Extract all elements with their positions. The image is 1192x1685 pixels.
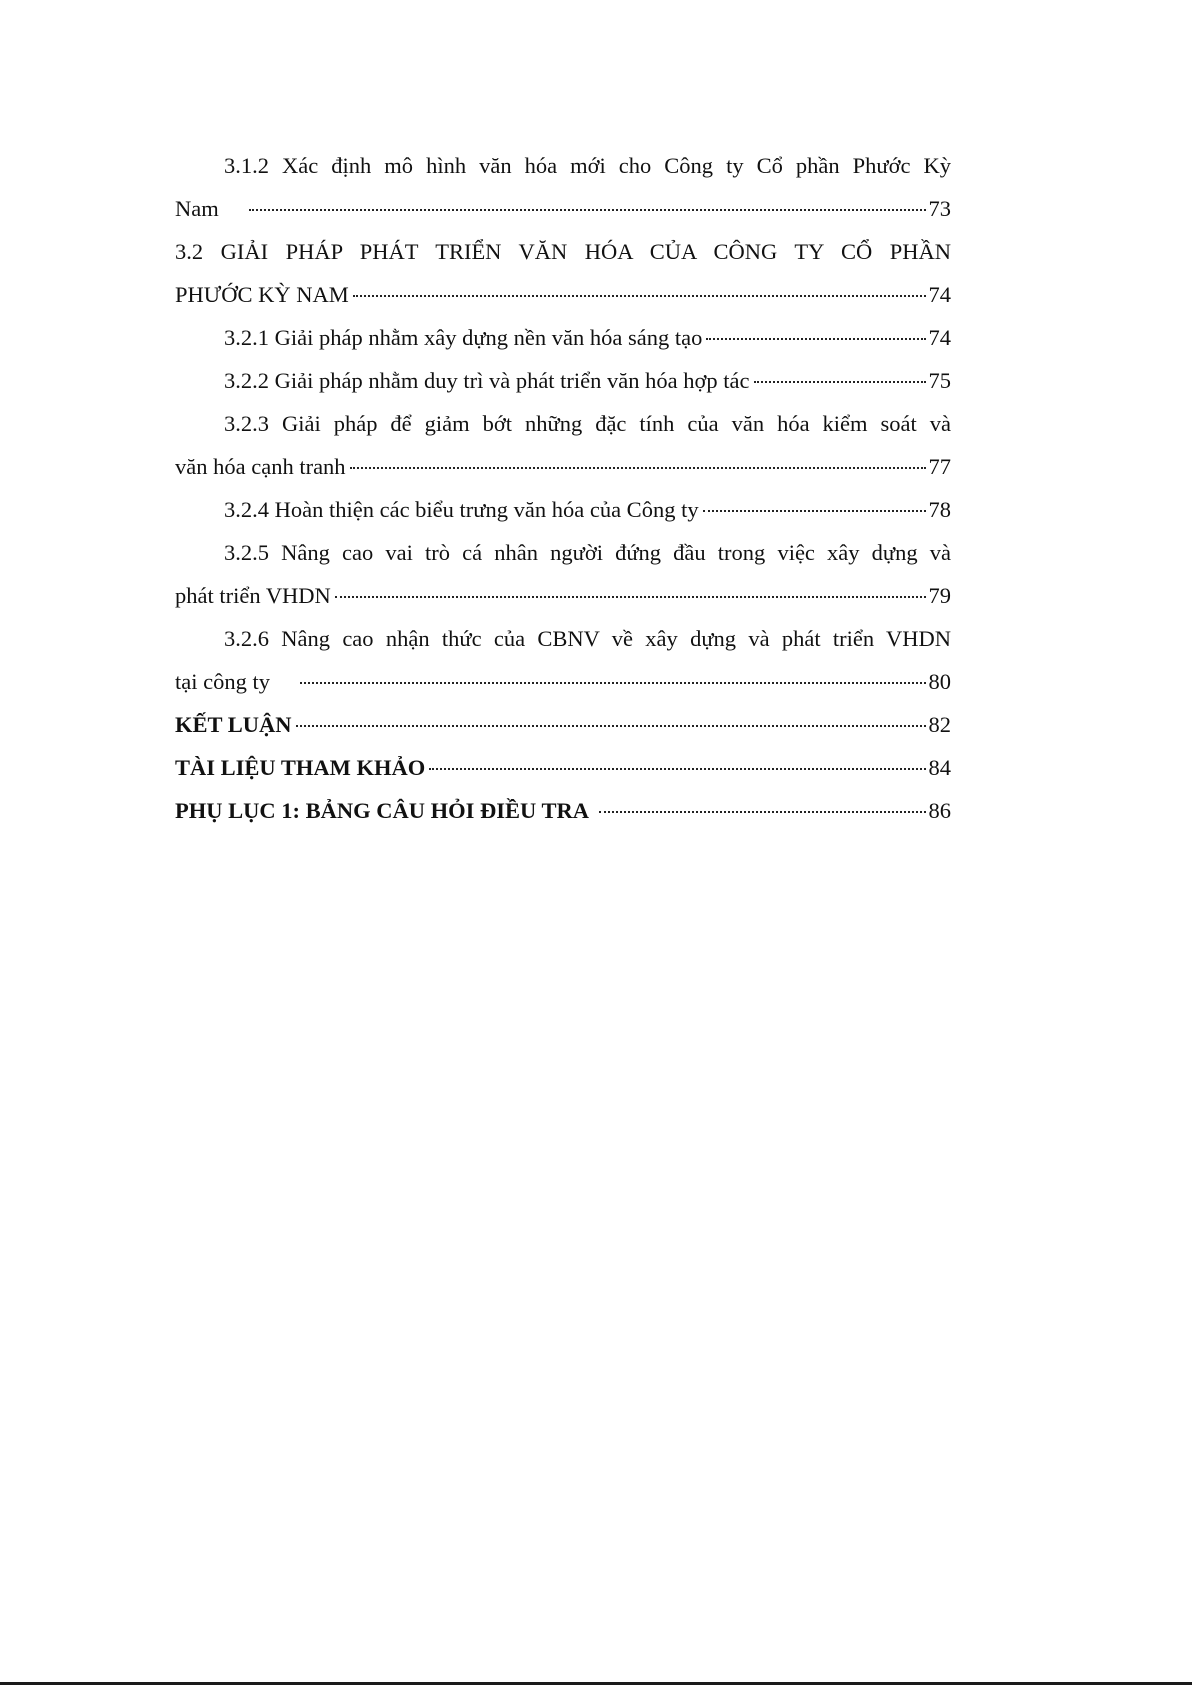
dot-leader	[599, 811, 926, 813]
toc-entry-phu-luc-1[interactable]	[175, 789, 951, 832]
toc-page-number: 77	[928, 454, 951, 479]
toc-page-number: 74	[928, 282, 951, 307]
toc-entry-3-2-1[interactable]	[175, 316, 951, 359]
toc-page-number: 78	[928, 497, 951, 522]
toc-entry-text: tại công ty	[175, 669, 270, 694]
dot-leader	[703, 510, 926, 512]
toc-entry-text: TÀI LIỆU THAM KHẢO	[175, 755, 426, 780]
toc-entry-text: KẾT LUẬN	[175, 712, 292, 737]
toc-entry-3-2-4[interactable]	[175, 488, 951, 531]
toc-page-number: 82	[928, 712, 951, 737]
toc-entry-text: 3.1.2 Xác định mô hình văn hóa mới cho Công ty Cổ phần Phước Kỳ	[224, 153, 951, 178]
toc-page-number: 80	[928, 669, 951, 694]
toc-entry-3-2-5[interactable]	[175, 531, 951, 617]
toc-entry-text: 3.2.4 Hoàn thiện các biểu trưng văn hóa của Công ty	[224, 497, 699, 522]
dot-leader	[429, 768, 925, 770]
dot-leader	[300, 682, 926, 684]
toc-page-number: 84	[928, 755, 951, 780]
toc-entry-text: 3.2.6 Nâng cao nhận thức của CBNV về xây dựng và phát triển VHDN	[224, 626, 951, 651]
toc-entry-3-2[interactable]	[175, 230, 951, 316]
toc-entry-ket-luan[interactable]	[175, 703, 951, 746]
toc-entry-text: 3.2 GIẢI PHÁP PHÁT TRIỂN VĂN HÓA CỦA CÔNG TY CỔ PHẦN	[175, 239, 951, 264]
toc-entry-text: PHƯỚC KỲ NAM	[175, 282, 349, 307]
dot-leader	[350, 467, 926, 469]
toc-entry-tai-lieu-tham-khao[interactable]	[175, 746, 951, 789]
toc-entry-text: PHỤ LỤC 1: BẢNG CÂU HỎI ĐIỀU TRA	[175, 798, 589, 823]
toc-entry-text: Nam	[175, 196, 219, 221]
toc-entry-text: 3.2.3 Giải pháp để giảm bớt những đặc tính của văn hóa kiểm soát và	[224, 411, 951, 436]
toc-page-number: 73	[928, 196, 951, 221]
dot-leader	[706, 338, 925, 340]
dot-leader	[754, 381, 926, 383]
toc-entry-3-2-3[interactable]	[175, 402, 951, 488]
toc-entry-3-1-2[interactable]	[175, 144, 951, 230]
toc-entry-text: phát triển VHDN	[175, 583, 331, 608]
toc-page-number: 86	[928, 798, 951, 823]
dot-leader	[335, 596, 926, 598]
toc-entry-3-2-6[interactable]	[175, 617, 951, 703]
toc-entry-text: 3.2.5 Nâng cao vai trò cá nhân người đứng đầu trong việc xây dựng và	[224, 540, 951, 565]
table-of-contents	[175, 144, 951, 832]
dot-leader	[353, 295, 926, 297]
toc-entry-text: 3.2.2 Giải pháp nhằm duy trì và phát triển văn hóa hợp tác	[224, 368, 750, 393]
dot-leader	[249, 209, 926, 211]
toc-entry-text: 3.2.1 Giải pháp nhằm xây dựng nền văn hóa sáng tạo	[224, 325, 703, 350]
toc-page-number: 75	[928, 368, 951, 393]
toc-page-number: 74	[928, 325, 951, 350]
toc-page-number: 79	[928, 583, 951, 608]
toc-entry-text: văn hóa cạnh tranh	[175, 454, 346, 479]
toc-entry-3-2-2[interactable]	[175, 359, 951, 402]
dot-leader	[296, 725, 926, 727]
